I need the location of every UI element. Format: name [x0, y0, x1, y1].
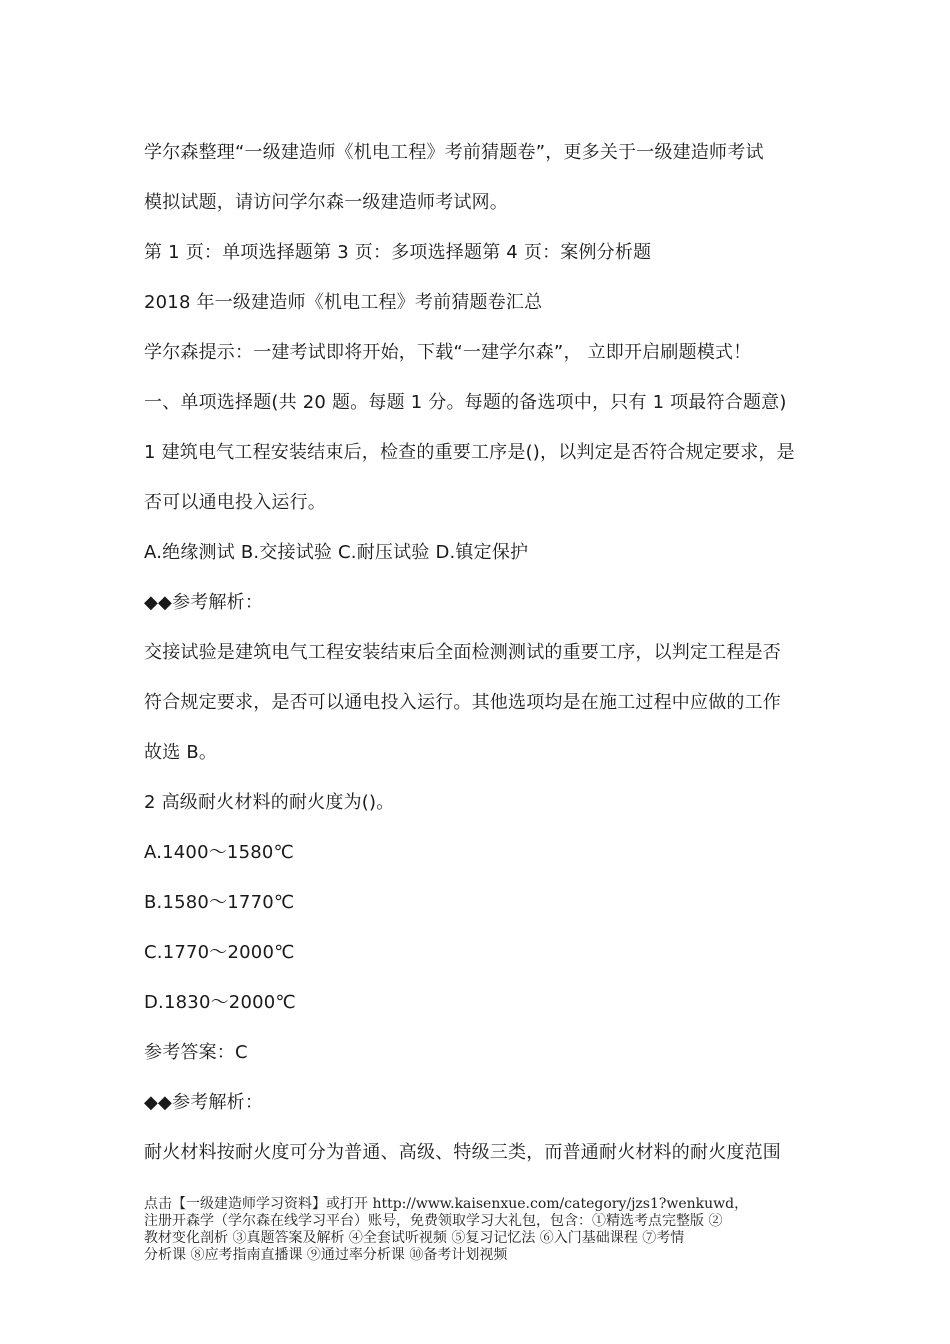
- document-title-link[interactable]: 2018 年一级建造师《机电工程》考前猜题卷汇总: [144, 292, 543, 313]
- analysis-label-2: ◆◆参考解析：: [144, 1092, 264, 1113]
- intro-line-2: 模拟试题，请访问学尔森一级建造师考试网。: [144, 192, 508, 213]
- analysis-label-1: ◆◆参考解析：: [144, 592, 264, 613]
- tip-line: 学尔森提示：一建考试即将开始，下载“一建学尔森”， 立即开启刷题模式！: [144, 342, 752, 363]
- document-body: [144, 128, 812, 1178]
- section-heading: 一、单项选择题(共 20 题。每题 1 分。每题的备选项中，只有 1 项最符合题意): [144, 392, 787, 413]
- footer-line-2: 注册开森学（学尔森在线学习平台）账号，免费领取学习大礼包，包含：①精选考点完整版 ②: [144, 1213, 723, 1229]
- question-2-option-a: A.1400～1580℃: [144, 842, 294, 863]
- analysis-1-line-3: 故选 B。: [144, 742, 218, 763]
- question-2-option-d: D.1830～2000℃: [144, 992, 296, 1013]
- footer-promo: [144, 1196, 812, 1264]
- analysis-1-line-1: 交接试验是建筑电气工程安装结束后全面检测测试的重要工序，以判定工程是否: [144, 642, 781, 663]
- footer-line-3: 教材变化剖析 ③真题答案及解析 ④全套试听视频 ⑤复习记忆法 ⑥入门基础课程 ⑦考情: [144, 1230, 685, 1246]
- footer-link-line[interactable]: 点击【一级建造师学习资料】或打开 http://www.kaisenxue.com/category/jzs1?wenkuwd，: [144, 1196, 749, 1212]
- page-navigation[interactable]: 第 1 页：单项选择题第 3 页：多项选择题第 4 页：案例分析题: [144, 242, 652, 263]
- question-2-option-c: C.1770～2000℃: [144, 942, 295, 963]
- question-2: 2 高级耐火材料的耐火度为()。: [144, 792, 395, 813]
- analysis-2-line-1: 耐火材料按耐火度可分为普通、高级、特级三类，而普通耐火材料的耐火度范围: [144, 1142, 781, 1163]
- question-1-line-1: 1 建筑电气工程安装结束后，检查的重要工序是()，以判定是否符合规定要求，是: [144, 442, 795, 463]
- question-1-line-2: 否可以通电投入运行。: [144, 492, 326, 513]
- footer-line-4: 分析课 ⑧应考指南直播课 ⑨通过率分析课 ⑩备考计划视频: [144, 1247, 508, 1263]
- analysis-1-line-2: 符合规定要求，是否可以通电投入运行。其他选项均是在施工过程中应做的工作: [144, 692, 781, 713]
- answer-2: 参考答案：C: [144, 1042, 248, 1063]
- intro-line-1: 学尔森整理“一级建造师《机电工程》考前猜题卷”，更多关于一级建造师考试: [144, 142, 764, 163]
- question-1-options: A.绝缘测试 B.交接试验 C.耐压试验 D.镇定保护: [144, 542, 529, 563]
- question-2-option-b: B.1580～1770℃: [144, 892, 295, 913]
